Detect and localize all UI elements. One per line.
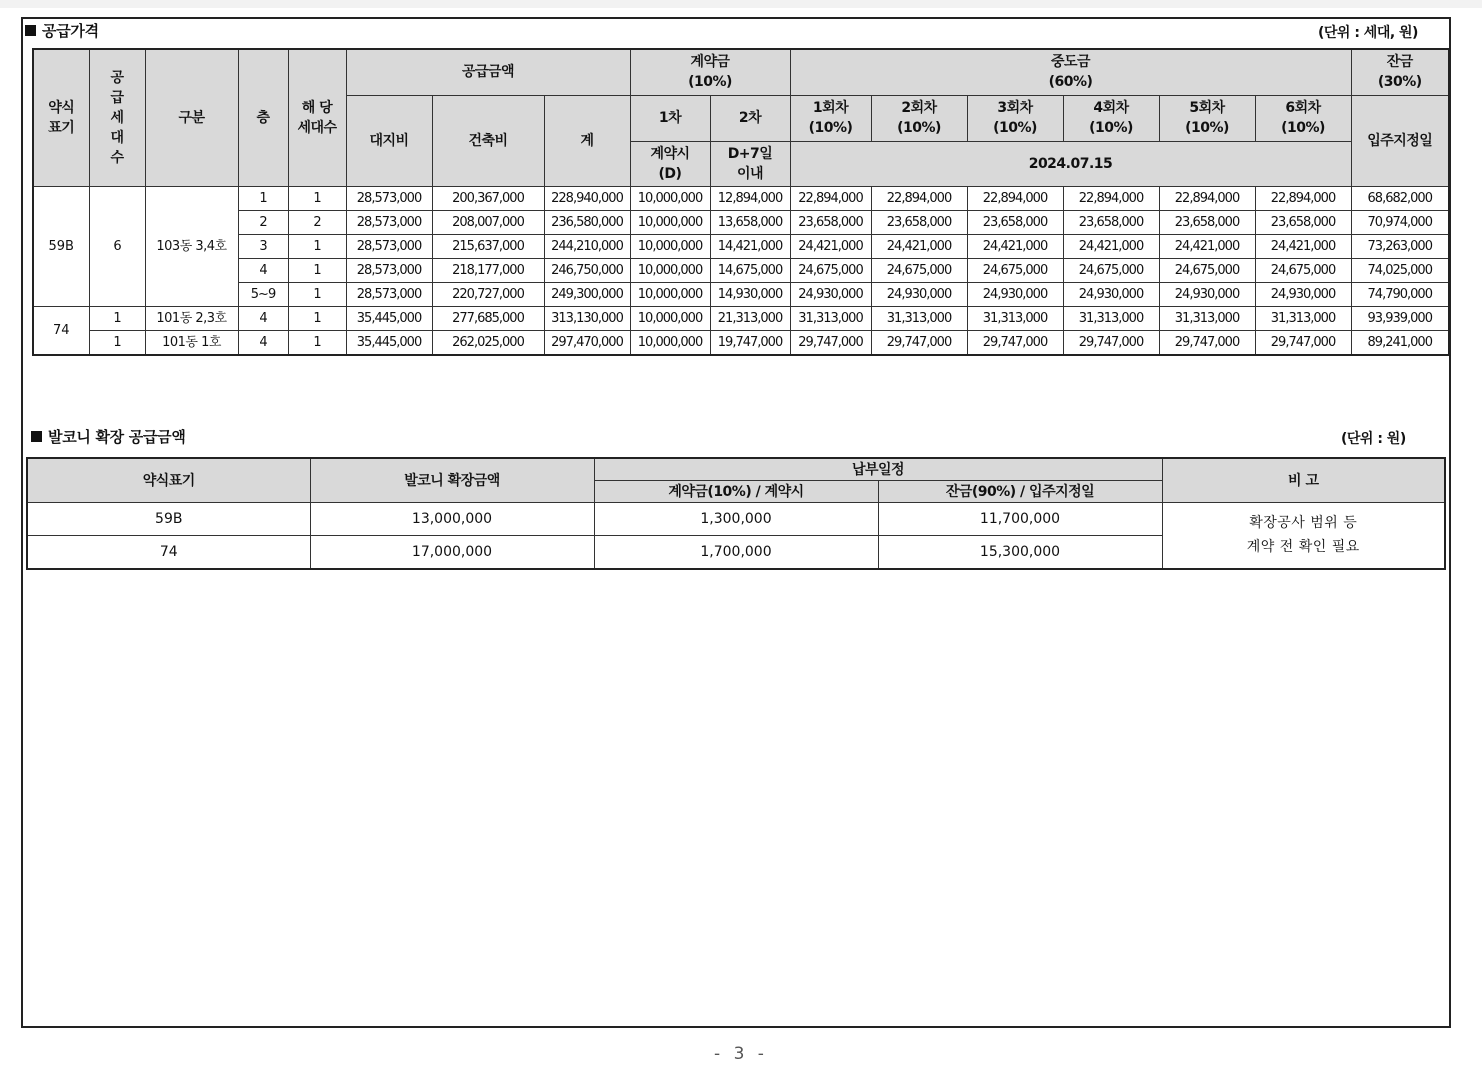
header-floor: 층 (238, 49, 288, 186)
table-row: 3 1 28,573,000 215,637,000 244,210,000 10,000,000 14,421,000 24,421,000 24,421,000 24,421,000 24,421,000 24,421,000 24,421,000 73,263,000 (33, 234, 1449, 258)
balcony-price-table (26, 457, 1446, 570)
header-mid6: 6회차 (10%) (1255, 95, 1351, 141)
header-total: 계 (544, 95, 630, 186)
header-dep2-when: D+7일 이내 (710, 141, 790, 186)
table-row: 59B 13,000,000 1,300,000 11,700,000 확장공사 범위 등 계약 전 확인 필요 (27, 502, 1445, 535)
header-mid3: 3회차 (10%) (967, 95, 1063, 141)
header-households: 공 급 세 대 수 (89, 49, 145, 186)
division-59b: 103동 3,4호 (145, 186, 238, 306)
table-row: 74 17,000,000 1,700,000 15,300,000 (27, 535, 1445, 569)
header-balance: 잔금 (30%) (1351, 49, 1449, 95)
header-mid1: 1회차 (10%) (790, 95, 871, 141)
table-row: 1 101동 1호 4 1 35,445,000 262,025,000 297,470,000 10,000,000 19,747,000 29,747,000 29,747,000 29,747,000 29,747,000 29,747,000 29,747,000 89,241,000 (33, 330, 1449, 355)
header-middle: 중도금 (60%) (790, 49, 1351, 95)
balcony-header-note: 비 고 (1162, 458, 1445, 502)
balcony-header-amount: 발코니 확장금액 (310, 458, 594, 502)
balcony-header-schedule: 납부일정 (594, 458, 1162, 480)
balcony-section-title: 발코니 확장 공급금액 (31, 426, 186, 447)
header-dep2: 2차 (710, 95, 790, 141)
table-row: 5~9 1 28,573,000 220,727,000 249,300,000 10,000,000 14,930,000 24,930,000 24,930,000 24,930,000 24,930,000 24,930,000 24,930,000 74,790,000 (33, 282, 1449, 306)
type-59b: 59B (33, 186, 89, 306)
type-74: 74 (33, 306, 89, 355)
balcony-header-deposit: 계약금(10%) / 계약시 (594, 480, 878, 502)
supply-section-title: 공급가격 (25, 20, 99, 41)
header-dep1-when: 계약시 (D) (630, 141, 710, 186)
balcony-header-balance: 잔금(90%) / 입주지정일 (878, 480, 1162, 502)
header-type: 약식 표기 (33, 49, 89, 186)
header-division: 구분 (145, 49, 238, 186)
square-bullet-icon (25, 25, 36, 36)
table-row: 59B 6 103동 3,4호 1 1 28,573,000 200,367,000 228,940,000 10,000,000 12,894,000 22,894,000 22,894,000 22,894,000 22,894,000 22,894,000 22,894,000 68,682,000 (33, 186, 1449, 210)
header-deposit: 계약금 (10%) (630, 49, 790, 95)
table-row: 4 1 28,573,000 218,177,000 246,750,000 10,000,000 14,675,000 24,675,000 24,675,000 24,675,000 24,675,000 24,675,000 24,675,000 74,025,000 (33, 258, 1449, 282)
balcony-unit-label: (단위 : 원) (1341, 431, 1406, 447)
square-bullet-icon (31, 431, 42, 442)
header-target: 해 당 세대수 (288, 49, 346, 186)
table-row: 74 1 101동 2,3호 4 1 35,445,000 277,685,000 313,130,000 10,000,000 21,313,000 31,313,000 31,313,000 31,313,000 31,313,000 31,313,000 31,313,000 93,939,000 (33, 306, 1449, 330)
header-building: 건축비 (432, 95, 544, 186)
header-supply-price: 공급금액 (346, 49, 630, 95)
supply-price-table (32, 48, 1450, 356)
top-band (0, 0, 1482, 8)
households-59b: 6 (89, 186, 145, 306)
header-balance-when: 입주지정일 (1351, 95, 1449, 186)
header-land: 대지비 (346, 95, 432, 186)
balcony-note: 확장공사 범위 등 계약 전 확인 필요 (1162, 502, 1445, 569)
table-row: 2 2 28,573,000 208,007,000 236,580,000 10,000,000 13,658,000 23,658,000 23,658,000 23,658,000 23,658,000 23,658,000 23,658,000 70,974,000 (33, 210, 1449, 234)
header-mid-date: 2024.07.15 (790, 141, 1351, 186)
header-mid2: 2회차 (10%) (871, 95, 967, 141)
page-number: - 3 - (714, 1044, 768, 1064)
header-mid4: 4회차 (10%) (1063, 95, 1159, 141)
header-dep1: 1차 (630, 95, 710, 141)
supply-unit-label: (단위 : 세대, 원) (1318, 25, 1418, 41)
header-mid5: 5회차 (10%) (1159, 95, 1255, 141)
balcony-header-type: 약식표기 (27, 458, 310, 502)
